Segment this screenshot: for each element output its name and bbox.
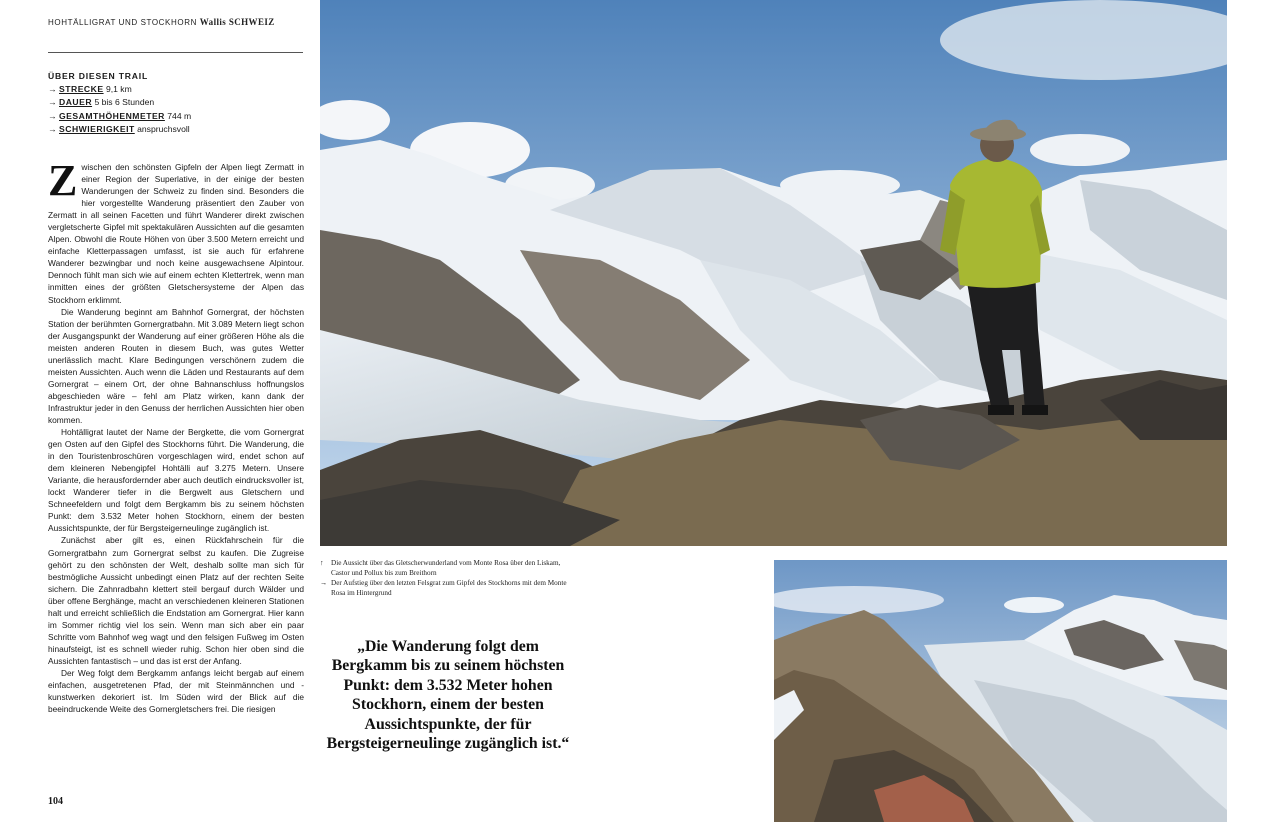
arrow-right-icon: → xyxy=(48,97,57,108)
trail-info-row-duration xyxy=(48,96,303,109)
drop-cap: Z xyxy=(48,156,78,205)
photo-captions xyxy=(320,558,570,598)
trail-info-row-distance xyxy=(48,83,303,96)
article-paragraph: Die Wanderung beginnt am Bahnhof Gornergrat, der höchsten Station der berühmten Gornergratbahn. Mit 3.089 Metern liegt schon der Ausgangspunkt der Wanderung auf einer größeren Höhe als die meisten anderen Routen in diesem Buch, was gutes Wetter unerlässlich macht. Klare Bedingungen verschönern zudem die meisten Aussichten. Auch wenn die Läden und Restaurants auf dem Gornergrat – einem Ort, der ohne Bahnanschluss hoffnungslos abgeschieden wäre – fehl am Platz wirken, kann dank der Infrastruktur jeder in den Genuss der herrlichen Aussichten hier oben kommen. xyxy=(48,306,304,425)
running-head-location: Wallis SCHWEIZ xyxy=(199,17,275,27)
running-head-title: HOHTÄLLIGRAT UND STOCKHORN xyxy=(48,18,197,27)
trail-info-value: 9,1 km xyxy=(105,84,132,95)
main-photo-illustration xyxy=(320,0,1227,546)
trail-info-row-elevation xyxy=(48,110,303,123)
page-number: 104 xyxy=(48,796,63,807)
caption-text: Die Aussicht über das Gletscherwunderland vom Monte Rosa über den Liskam, Castor und Pollux bis zum Breithorn xyxy=(331,559,561,577)
header-rule xyxy=(48,52,303,53)
arrow-right-icon: → xyxy=(48,123,57,134)
caption-second-photo xyxy=(320,578,570,598)
trail-info-key: STRECKE xyxy=(59,84,104,95)
caption-main-photo xyxy=(320,558,570,578)
article-paragraph: Zunächst aber gilt es, einen Rückfahrschein für die Gornergratbahn zum Gornergrat selbst zu kaufen. Die Zugreise gehört zu den schönsten der Welt, deshalb sollte man sich für bestmögliche Aussicht unbedingt einen Platz auf der rechten Seite sichern. Die Zahnradbahn klettert steil bergauf durch Wälder und über offene Berghänge, macht an verschiedenen kleineren Stationen halt und erreicht schließlich die Endstation am Gornergrat. Hier kann im Sommer richtig viel los sein. Wenn man sich aber ein paar Schritte vom Bahnhof weg wagt und den felsigen Fußweg im Osten hinaufsteigt, ist es schnell wieder ruhig. Schon hier oben sind die Aussichten fantastisch – und das ist erst der Anfang. xyxy=(48,535,304,666)
arrow-up-icon: ↑ xyxy=(320,558,324,567)
trail-info-key: GESAMTHÖHENMETER xyxy=(59,110,165,121)
pull-quote: „Die Wanderung folgt dem Bergkamm bis zu seinem höchsten Punkt: dem 3.532 Meter hohen Stockhorn, einem der besten Aussichtspunkte, der für Bergsteigerneulinge zugänglich ist.“ xyxy=(326,638,570,753)
trail-info-row-difficulty xyxy=(48,123,303,136)
main-photo-glacier-view xyxy=(320,0,1227,546)
article-body xyxy=(48,156,304,715)
second-photo-ridge xyxy=(774,560,1227,822)
second-photo-illustration xyxy=(774,560,1227,822)
trail-info-key: DAUER xyxy=(59,97,93,108)
paragraph-text: wischen den schönsten Gipfeln der Alpen liegt Zermatt in einer Region der Superlative, in der einige der besten Wanderungen der Schweiz zu finden sind. Besonders die hier vorgestellte Wanderung präsentiert den Zauber von Zermatt in all seinen Facetten und führt Wanderer direkt zwischen vergletscherte Gipfel mit spektakulären Aussichten auf die gesamten Alpen. Obwohl die Route Höhen von über 3.500 Metern erreicht und einfache Kletterpassagen umfasst, ist sie auch für erfahrene Wanderer bezwingbar und noch keine ausgewachsene Alpintour. Dennoch fühlt man sich wie auf einem echten Klettertrek, wenn man inmitten eines der größten Gletschersysteme der Alpen das Stockhorn erklimmt. xyxy=(48,162,304,305)
arrow-right-icon: → xyxy=(48,84,57,95)
running-head xyxy=(48,17,303,27)
trail-info-value: 5 bis 6 Stunden xyxy=(94,97,155,108)
caption-text: Der Aufstieg über den letzten Felsgrat zum Gipfel des Stockhorns mit dem Monte Rosa im Hintergrund xyxy=(331,579,567,597)
trail-info-value: 744 m xyxy=(167,110,192,121)
arrow-right-icon: → xyxy=(48,110,57,121)
article-paragraph: Der Weg folgt dem Bergkamm anfangs leicht bergab auf einem einfachen, ausgetretenen Pfad, der mit Steinmännchen und -kunstwerken dekoriert ist. Im Süden wird der Blick auf die beeindruckende Weite des Gornergletschers frei. Die riesigen xyxy=(48,667,304,715)
article-paragraph xyxy=(48,156,304,306)
article-paragraph: Hohtälligrat lautet der Name der Bergkette, die vom Gornergrat gen Osten auf den Gipfel des Stockhorns führt. Die Wanderung, die in den Touristenbroschüren vorgeschlagen wird, endet schon auf dem kleineren Nebengipfel Hohtälli auf 3.275 Metern. Unsere Variante, die herausfordernder aber auch deutlich eindrucksvoller ist, lockt Wanderer tiefer in die Bergwelt aus Gletschern und Schneefeldern und folgt dem Bergkamm bis zu seinem höchsten Punkt: dem 3.532 Meter hohen Stockhorn, einem der besten Aussichtspunkte, der für Bergsteigerneulinge zugänglich ist. xyxy=(48,427,304,534)
trail-info-key: SCHWIERIGKEIT xyxy=(59,123,135,134)
trail-info-box xyxy=(48,70,303,136)
trail-info-heading: ÜBER DIESEN TRAIL xyxy=(48,71,149,81)
trail-info-value: anspruchsvoll xyxy=(137,123,190,134)
arrow-right-icon: → xyxy=(320,578,328,587)
